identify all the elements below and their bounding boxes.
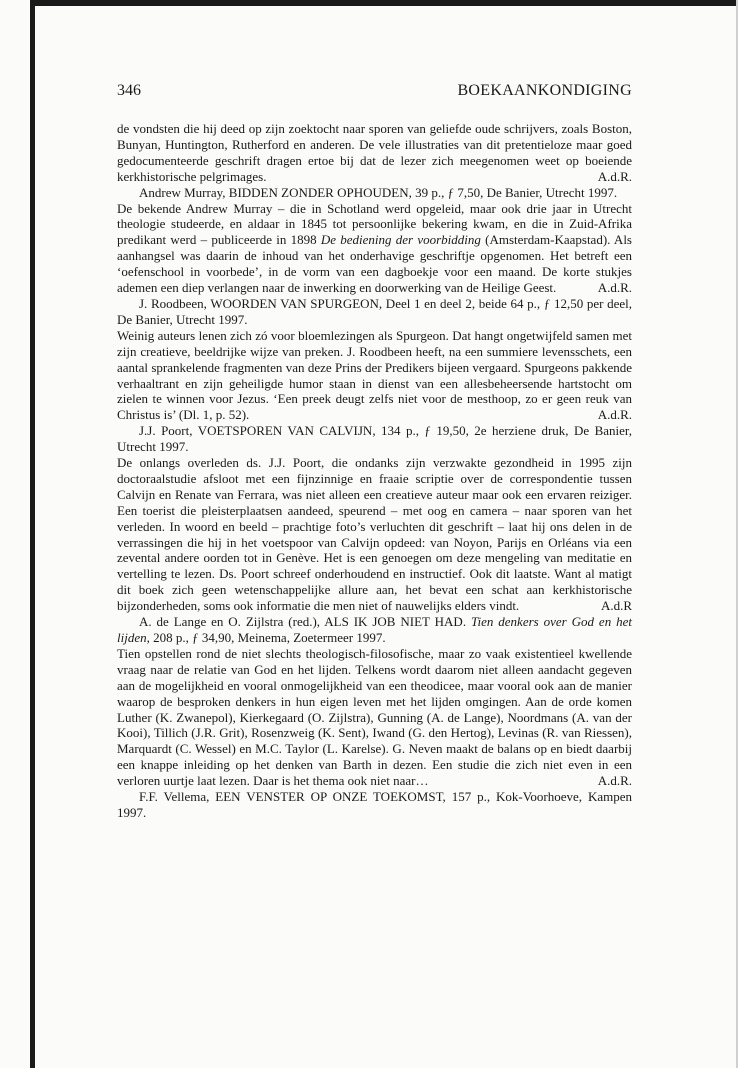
review-paragraph bbox=[117, 201, 632, 296]
book-entry-text: Andrew Murray, BIDDEN ZONDER OPHOUDEN, 39 p., ƒ 7,50, De Banier, Utrecht 1997. bbox=[139, 184, 618, 200]
scan-edge-left bbox=[30, 0, 35, 1068]
book-entry bbox=[117, 789, 632, 821]
book-entry-text: 208 p., ƒ 34,90, Meinema, Zoetermeer 1997. bbox=[149, 630, 386, 645]
reviewer-signature: A.d.R. bbox=[597, 773, 632, 789]
body-text bbox=[117, 121, 632, 821]
reviewer-signature: A.d.R. bbox=[597, 407, 632, 423]
book-entry bbox=[117, 423, 632, 455]
review-paragraph bbox=[117, 121, 632, 185]
review-paragraph bbox=[117, 646, 632, 789]
book-entry bbox=[117, 296, 632, 328]
review-text: De onlangs overleden ds. J.J. Poort, die ondanks zijn verzwakte gezondheid in 1995 zijn doctoraalstudie afsloot met een fijnzinnige en fraaie scriptie over de correspondentie tussen Calvijn en Renate van Ferrara, was niet alleen een creatieve auteur maar ook een ervaren reiziger. Een toerist die pleisterplaatsen aandeed, speurend – met oog en camera – naar sporen van het verleden. In woord en beeld – prachtige foto’s verluchten dit geschrift – laat hij ons delen in de verrassingen die hij in het voetspoor van Calvijn opdeed: van Noyon, Parijs en Orléans via een zevental andere oorden tot in Genève. Het is een genoegen om deze mengeling van meditatie en vertelling te lezen. Ds. Poort schreef onderhoudend en instructief. Ook dit laatste. Want al matigt dit boek zich geen wetenschappelijke allure aan, het bevat een schat aan kerkhistorische bijzonderheden, soms ook informatie die men niet of nauwelijks elders vindt. bbox=[117, 455, 632, 614]
book-entry bbox=[117, 614, 632, 646]
reviewer-signature: A.d.R bbox=[600, 598, 632, 614]
review-text: Tien opstellen rond de niet slechts theologisch-filosofische, maar zo vaak existentieel kwellende vraag naar de relatie van God en het lijden. Telkens wordt daarom niet alleen aandacht gegeven aan de mogelijkheid en vooral onmogelijkheid van een theodicee, maar vooral ook aan de manier waarop de besproken denkers in hun eigen leven met het lijden omgingen. Aan de orde komen Luther (K. Zwanepol), Kierkegaard (O. Zijlstra), Gunning (A. de Lange), Noordmans (A. van der Kooi), Tillich (J.R. Grit), Rosenzweig (K. Sent), Iwand (G. den Hertog), Levinas (R. van Riessen), Marquardt (C. Wessel) en M.C. Taylor (L. Karelse). G. Neven maakt de balans op en biedt daarbij een knappe inleiding op het denken van Barth in dezen. Een studie die zich niet even in een verloren uurtje laat lezen. Daar is het thema ook niet naar… bbox=[117, 645, 632, 789]
review-text: Weinig auteurs lenen zich zó voor bloemlezingen als Spurgeon. Dat hangt ongetwijfeld samen met zijn creatieve, beeldrijke wijze van preken. J. Roodbeen heeft, na een summiere levensschets, een aantal sprankelende fragmenten van deze Prins der Predikers bijeen vergaard. Spurgeons pakkende verhaaltrant en zijn geheiligde humor staan in dienst van een allesbeheersende hartstocht om zielen te winnen voor Jezus. ‘Een preek deugt zelfs niet voor de mesthoop, zo er geen reuk van Christus is’ (Dl. 1, p. 52). bbox=[117, 327, 632, 423]
reviewer-signature: A.d.R. bbox=[597, 168, 632, 184]
book-entry-text: J. Roodbeen, WOORDEN VAN SPURGEON, Deel 1 en deel 2, beide 64 p., ƒ 12,50 per deel, De Banier, Utrecht 1997. bbox=[117, 295, 632, 327]
review-text: de vondsten die hij deed op zijn zoektocht naar sporen van geliefde oude schrijvers, zoals Boston, Bunyan, Huntington, Rutherford en anderen. De vele illustraties van dit pretentieloze maar goed gedocumenteerde geschrift dragen ertoe bij dat de lezer zich meegenomen weet op boeiende kerkhistorische pelgrimages. bbox=[117, 121, 632, 184]
book-entry-text: A. de Lange en O. Zijlstra (red.), ALS IK JOB NIET HAD. bbox=[139, 614, 471, 630]
review-paragraph bbox=[117, 328, 632, 423]
book-entry-text: F.F. Vellema, EEN VENSTER OP ONZE TOEKOMST, 157 p., Kok-Voorhoeve, Kampen 1997. bbox=[117, 789, 632, 820]
book-subtitle-italic: Tien denkers over God en het lijden, bbox=[117, 614, 632, 645]
review-text: (Amsterdam-Kaapstad). Als aanhangsel was daarin de inhoud van het onderhavige geschriftje opgenomen. Het betreft een ‘oefenschool in voorbede’, in de vorm van een dagboekje voor een maand. De korte stukjes ademen een diep verlangen naar de inwerking en doorwerking van de Heilige Geest. bbox=[117, 232, 632, 296]
running-title: BOEKAANKONDIGING bbox=[457, 82, 632, 99]
book-entry bbox=[117, 185, 632, 201]
page-number: 346 bbox=[117, 82, 141, 99]
book-entry-text: J.J. Poort, VOETSPOREN VAN CALVIJN, 134 p., ƒ 19,50, 2e herziene druk, De Banier, Utrecht 1997. bbox=[117, 423, 632, 455]
scan-edge-top bbox=[30, 0, 738, 6]
review-text: De bekende Andrew Murray – die in Schotland werd opgeleid, maar ook drie jaar in Utrecht theologie studeerde, en aldaar in 1845 tot persoonlijke bekering kwam, en die in Zuid-Afrika predikant werd – publiceerde in 1898 bbox=[117, 200, 632, 248]
reviewer-signature: A.d.R. bbox=[597, 280, 632, 296]
review-paragraph bbox=[117, 455, 632, 614]
book-title-italic: De bediening der voorbidding bbox=[320, 232, 481, 248]
